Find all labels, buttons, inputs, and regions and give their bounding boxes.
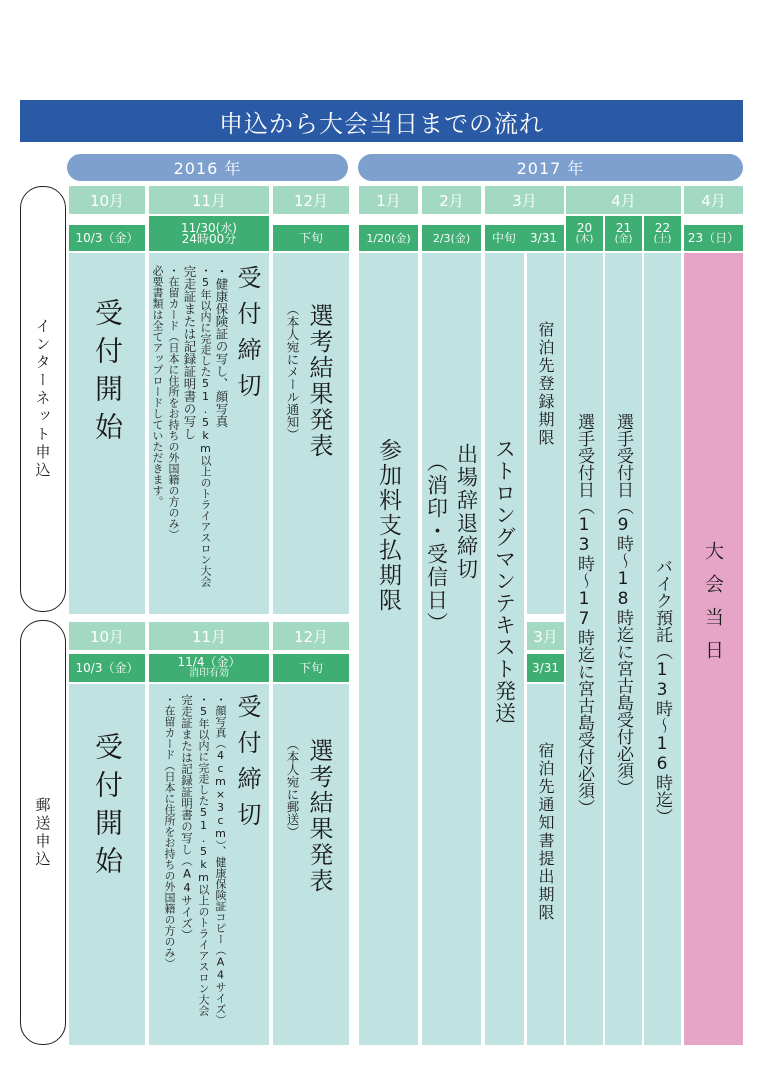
race-day-box bbox=[684, 253, 743, 1045]
internet-application-text: インターネット申込 bbox=[33, 318, 52, 480]
internet-close-note4: ・在留カード（日本に住所をお持ちの外国籍の方のみ） bbox=[167, 265, 180, 540]
internet-close-note1: ・健康保険証の写し、顔写真 bbox=[214, 265, 229, 428]
mail-dec-date: 下旬 bbox=[273, 654, 349, 682]
internet-close-note5: 必要書類は全てアップロードしていただきます。 bbox=[151, 265, 164, 507]
internet-nov-deadline-date: 11/30(水) bbox=[181, 220, 237, 235]
apr-21-date bbox=[605, 216, 642, 251]
apr-month: 4月 bbox=[566, 186, 681, 214]
internet-nov-date bbox=[149, 216, 269, 251]
mar-date-mid: 中旬 bbox=[492, 230, 517, 245]
internet-start-box bbox=[69, 253, 145, 614]
withdrawal-deadline-text: 出場辞退締切 bbox=[454, 443, 479, 581]
mar-mail-date: 3/31 bbox=[527, 654, 564, 682]
registration-day2-text: 選手受付日（9時～18時迄に宮古島受付必須） bbox=[613, 413, 633, 796]
mail-close-note1: ・顔写真（4cm×3cm）、健康保険証コピー（A4サイズ） bbox=[214, 694, 227, 1026]
mail-nov-postmark: 消印有効 bbox=[189, 668, 229, 679]
mail-result-box bbox=[273, 684, 349, 1045]
text-shipping-text: ストロングマンテキスト発送 bbox=[492, 438, 517, 724]
mail-start-text: 受付開始 bbox=[91, 732, 124, 884]
year-2017-header: 2017 年 bbox=[358, 154, 743, 181]
mar-date bbox=[485, 225, 564, 251]
mail-close-text: 受付締切 bbox=[233, 694, 261, 838]
lodging-registration-text: 宿泊先登録期限 bbox=[536, 321, 555, 447]
internet-close-note3: 完走証または記録証明書の写し bbox=[182, 265, 197, 440]
internet-oct-month: 10月 bbox=[69, 186, 145, 214]
mail-oct-date: 10/3（金） bbox=[69, 654, 145, 682]
mail-nov-month: 11月 bbox=[149, 622, 269, 650]
jan-date: 1/20(金) bbox=[359, 225, 418, 251]
mail-close-note4: ・在留カード（日本に住所をお持ちの外国籍の方のみ） bbox=[163, 694, 176, 969]
text-shipping-box bbox=[485, 253, 524, 1045]
mail-start-box bbox=[69, 684, 145, 1045]
registration-day1-text: 選手受付日（13時～17時迄に宮古島受付必須） bbox=[574, 413, 594, 816]
apr-20-date bbox=[566, 216, 603, 251]
lodging-document-box bbox=[527, 684, 564, 1045]
year-2016-header: 2016 年 bbox=[67, 154, 348, 181]
registration-day1-box bbox=[566, 253, 603, 1045]
apr-22-day: 22 bbox=[654, 220, 671, 235]
internet-result-text: 選考結果発表 bbox=[305, 303, 333, 459]
mail-result-text: 選考結果発表 bbox=[305, 738, 333, 894]
internet-result-note: （本人宛にメール通知） bbox=[285, 303, 300, 441]
internet-dec-date: 下旬 bbox=[273, 225, 349, 251]
apr-20-weekday: (木) bbox=[575, 233, 594, 245]
internet-close-text: 受付締切 bbox=[233, 265, 261, 409]
registration-day2-box bbox=[605, 253, 642, 1045]
feb-withdrawal-box bbox=[422, 253, 481, 1045]
mail-close-note3: 完走証または記録証明書の写し（A4サイズ） bbox=[180, 694, 194, 941]
race-month: 4月 bbox=[684, 186, 743, 214]
mail-application-label bbox=[20, 620, 66, 1045]
internet-nov-deadline-time: 24時00分 bbox=[181, 231, 237, 246]
internet-result-box bbox=[273, 253, 349, 614]
mail-close-box bbox=[149, 684, 269, 1045]
mar-mail-month: 3月 bbox=[527, 622, 564, 650]
lodging-registration-box bbox=[527, 253, 564, 614]
internet-close-box bbox=[149, 253, 269, 614]
internet-application-label bbox=[20, 186, 66, 612]
lodging-document-text: 宿泊先通知書提出期限 bbox=[536, 742, 555, 922]
mail-nov-deadline-date: 11/4（金） bbox=[177, 655, 241, 669]
feb-date: 2/3(金) bbox=[422, 225, 481, 251]
race-day-text: 大会当日 bbox=[702, 541, 724, 673]
mail-dec-month: 12月 bbox=[273, 622, 349, 650]
bike-checkin-text: バイク預託（13時～16時迄） bbox=[652, 558, 672, 825]
mail-application-text: 郵送申込 bbox=[33, 796, 52, 869]
feb-month: 2月 bbox=[422, 186, 481, 214]
bike-checkin-box bbox=[644, 253, 681, 1045]
internet-close-note2: ・5年以内に完走した51.5km以上のトライアスロン大会 bbox=[199, 265, 212, 587]
apr-22-date bbox=[644, 216, 681, 251]
jan-payment-box bbox=[359, 253, 418, 1045]
jan-month: 1月 bbox=[359, 186, 418, 214]
page-title: 申込から大会当日までの流れ bbox=[20, 100, 743, 142]
apr-21-weekday: (金) bbox=[614, 233, 633, 245]
withdrawal-deadline-note: （消印・受信日） bbox=[424, 451, 449, 635]
internet-oct-date: 10/3（金） bbox=[69, 225, 145, 251]
race-date: 23（日） bbox=[684, 225, 743, 251]
mail-nov-date bbox=[149, 654, 269, 682]
mar-date-end: 3/31 bbox=[530, 230, 557, 245]
apr-21-day: 21 bbox=[615, 220, 632, 235]
apr-20-day: 20 bbox=[576, 220, 593, 235]
internet-dec-month: 12月 bbox=[273, 186, 349, 214]
mar-month: 3月 bbox=[485, 186, 564, 214]
internet-nov-month: 11月 bbox=[149, 186, 269, 214]
payment-deadline-text: 参加料支払期限 bbox=[375, 438, 401, 613]
apr-22-weekday: (土) bbox=[653, 233, 672, 245]
internet-start-text: 受付開始 bbox=[91, 298, 124, 450]
mail-result-note: （本人宛に郵送） bbox=[285, 738, 300, 838]
mail-oct-month: 10月 bbox=[69, 622, 145, 650]
mail-close-note2: ・5年以内に完走した51.5km以上のトライアスロン大会 bbox=[197, 694, 210, 1016]
